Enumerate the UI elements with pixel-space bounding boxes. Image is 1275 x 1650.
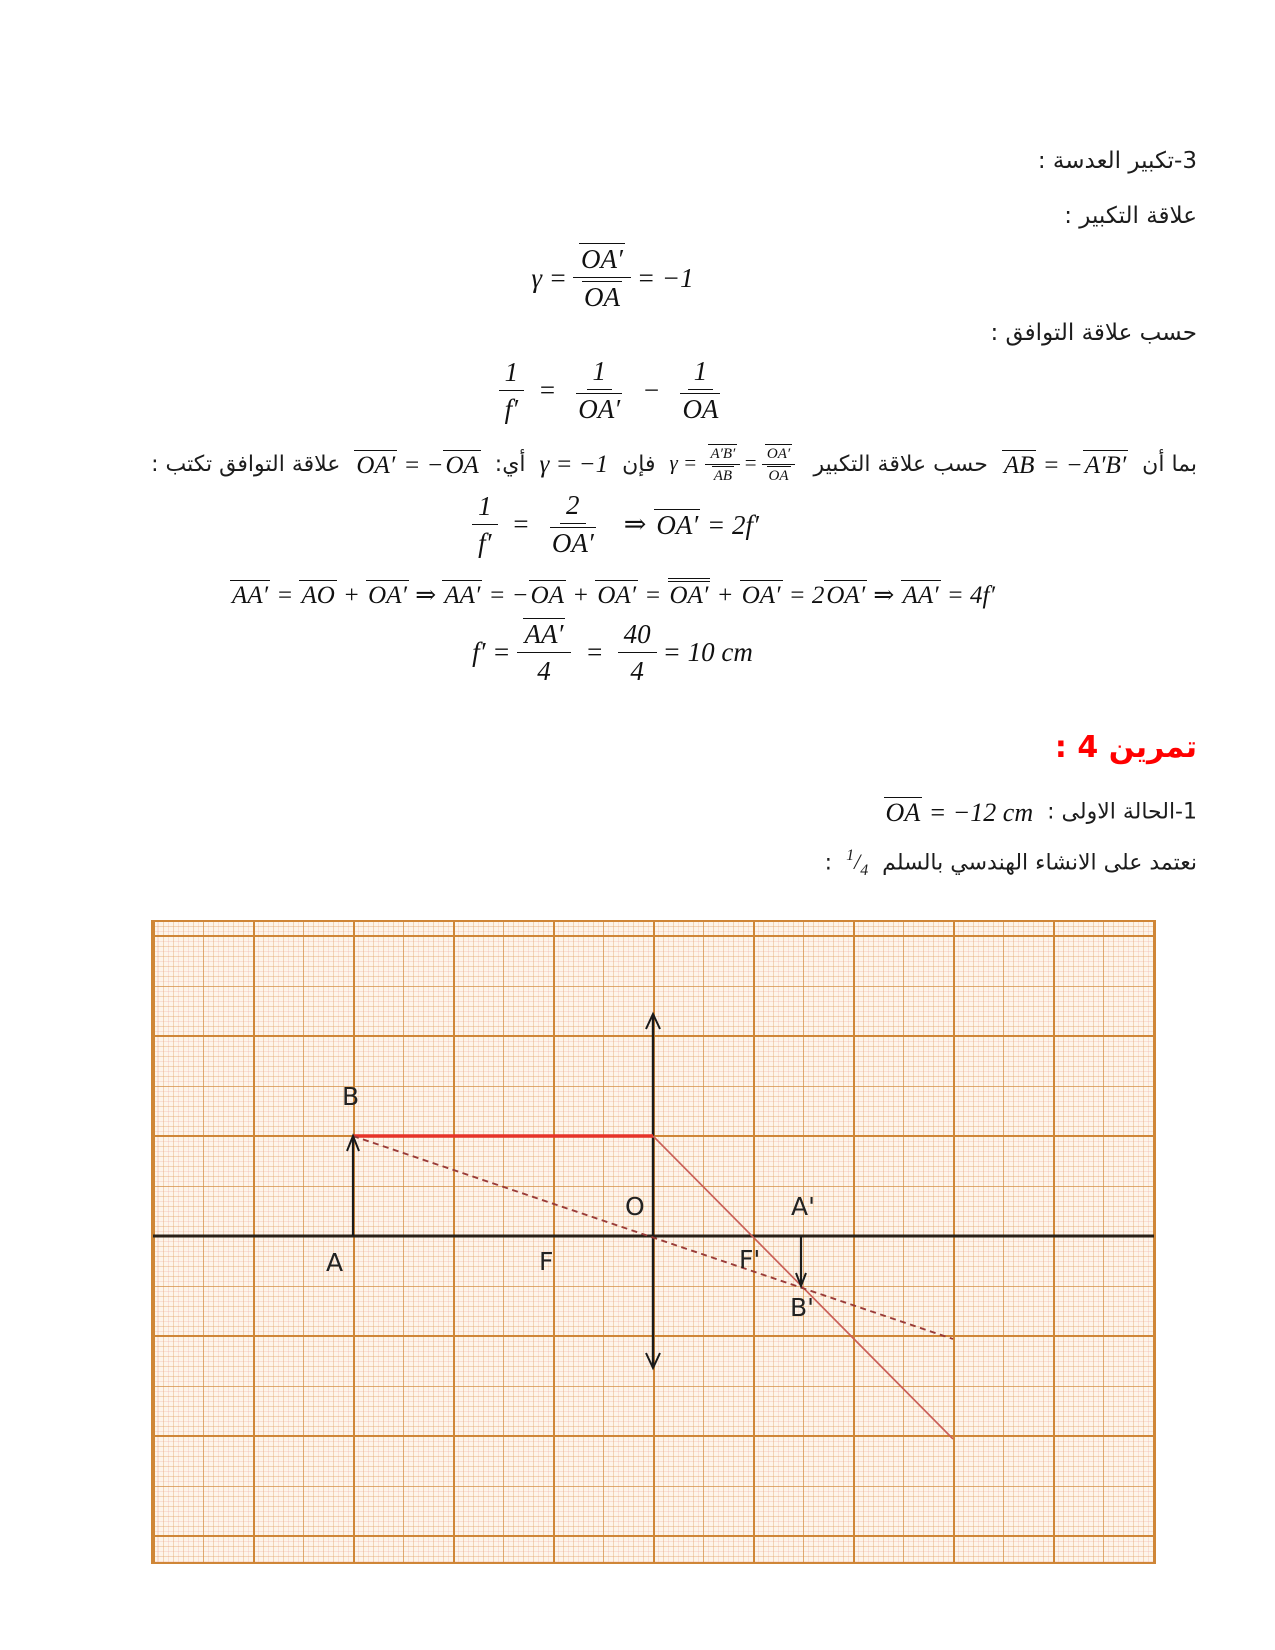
formula-rhs: = −1 bbox=[636, 262, 694, 293]
formula-lhs: γ = bbox=[531, 262, 567, 293]
math-gamma-fractions: γ = $\frac{A'B'}{AB}$ = $\frac{OA'}{OA}$ bbox=[670, 444, 800, 486]
formula-magnification bbox=[0, 243, 1250, 313]
scale-line: نعتمد على الانشاء الهندسي بالسلم $^1/_4$ : bbox=[824, 847, 1197, 879]
label-F: F bbox=[539, 1247, 554, 1276]
scale-fraction: $^1/_4$ bbox=[846, 847, 869, 879]
magnification-relation-label: علاقة التكبير : bbox=[1064, 203, 1197, 229]
label-F-prime: F' bbox=[739, 1245, 761, 1274]
derivation-line: بما أن AB = −A′B′ حسب علاقة التكبير γ = $\frac{A'B'}{AB}$ = $\frac{OA'}{OA}$ فإن γ = −1 أي: OA′ = −OA علاقة التوافق تكتب : bbox=[151, 446, 1197, 485]
label-B: B bbox=[342, 1082, 360, 1111]
exercise-4-heading: تمرين 4 : bbox=[1054, 730, 1197, 765]
figure-graph-paper bbox=[151, 920, 1156, 1564]
formula-aa-chain: AA′ = AO + OA′ ⇒ AA′ = −OA + OA′ = OA′ + OA′ = 2OA′ ⇒ AA′ = 4f′ bbox=[0, 578, 1250, 610]
label-B-prime: B' bbox=[790, 1293, 815, 1322]
label-A: A bbox=[326, 1248, 344, 1277]
formula-oa-2f: $\frac{1}{f'}$ = $\frac{2}{OA'}$ ⇒ OA′ = 2f′ bbox=[0, 490, 1250, 559]
math-gamma-minus-one: γ = −1 bbox=[539, 450, 609, 478]
formula-conjugate: $\frac{1}{f'}$ = $\frac{1}{OA'}$ − $\frac{1}{OA}$ bbox=[0, 356, 1250, 425]
label-O: O bbox=[625, 1192, 645, 1221]
case-1-line: 1-الحالة الاولى : OA = −12 cm bbox=[885, 798, 1197, 827]
math-oa-12cm: OA = −12 cm bbox=[885, 798, 1034, 827]
fraction: $\frac{OA'}{OA}$ bbox=[573, 243, 631, 313]
formula-focal-length: f′ = $\frac{AA'}{4}$ = $\frac{40}{4}$ = 10 cm bbox=[472, 618, 753, 687]
ray-diagram bbox=[153, 922, 1154, 1562]
conjugate-relation-label: حسب علاقة التوافق : bbox=[990, 320, 1197, 346]
section-3-title: 3-تكبير العدسة : bbox=[1037, 148, 1197, 174]
math-oa-relation: OA′ = −OA bbox=[356, 451, 479, 479]
math-ab-relation: AB = −A′B′ bbox=[1003, 451, 1127, 479]
label-A-prime: A' bbox=[791, 1192, 815, 1221]
